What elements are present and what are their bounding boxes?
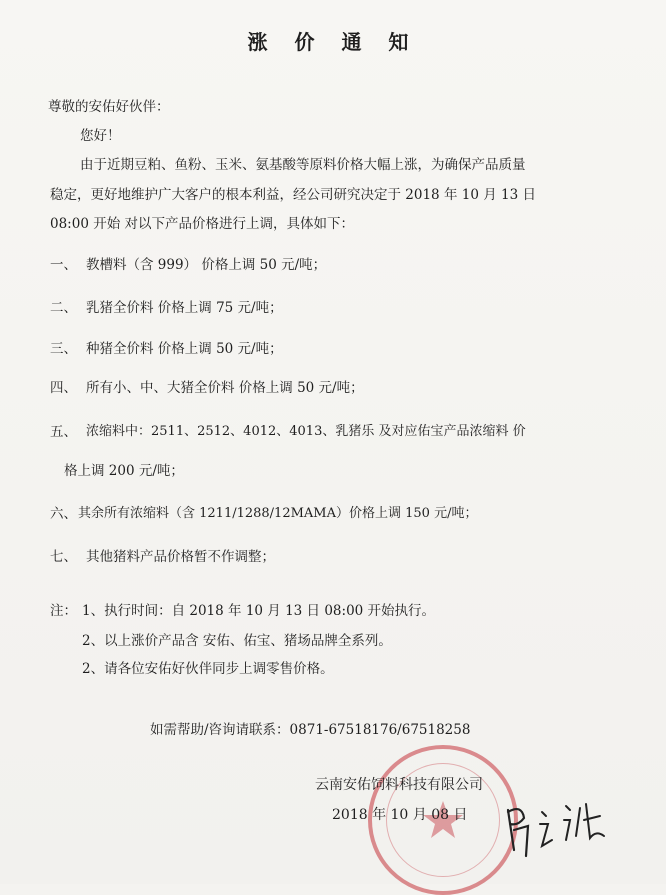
item-text: 其余所有浓缩料（含 1211/1288/12MAMA）价格上调 150 元/吨； xyxy=(78,506,478,521)
greeting: 您好！ xyxy=(80,128,121,144)
company-name: 云南安佑饲料科技有限公司 xyxy=(315,777,483,793)
item-text: 教槽料（含 999） 价格上调 50 元/吨； xyxy=(86,257,327,273)
contact-info: 如需帮助/咨询请联系：0871-67518176/67518258 xyxy=(150,722,471,738)
note-line: 2、请各位安佑好伙伴同步上调零售价格。 xyxy=(82,661,334,677)
page-title: 涨 价 通 知 xyxy=(247,30,419,54)
note-line: 1、执行时间：自 2018 年 10 月 13 日 08:00 开始执行。 xyxy=(82,603,436,619)
note-line: 2、以上涨价产品含 安佑、佑宝、猪场品牌全系列。 xyxy=(82,633,392,649)
item-text: 其他猪料产品价格暂不作调整； xyxy=(86,549,275,565)
item-number: 四、 xyxy=(50,380,77,396)
salutation: 尊敬的安佑好伙伴： xyxy=(48,99,170,115)
signature xyxy=(500,790,610,860)
item-text: 乳猪全价料 价格上调 75 元/吨； xyxy=(86,300,283,316)
item-number: 五、 xyxy=(50,424,77,440)
intro-line: 由于近期豆粕、鱼粉、玉米、氨基酸等原料价格大幅上涨，为确保产品质量 xyxy=(80,157,526,173)
item-number: 一、 xyxy=(50,257,77,273)
item-number: 七、 xyxy=(50,549,77,565)
notes-label: 注： xyxy=(50,603,77,619)
intro-line: 08:00 开始 对以下产品价格进行上调，具体如下： xyxy=(50,216,354,232)
issue-date: 2018 年 10 月 08 日 xyxy=(332,807,468,823)
item-number: 二、 xyxy=(50,300,77,316)
item-number: 六、 xyxy=(50,506,77,522)
item-number: 三、 xyxy=(50,341,77,357)
item-text: 种猪全价料 价格上调 50 元/吨； xyxy=(86,341,283,357)
intro-line: 稳定，更好地维护广大客户的根本利益，经公司研究决定于 2018 年 10 月 13 日 xyxy=(50,187,536,203)
item-text: 浓缩料中：2511、2512、4012、4013、乳猪乐 及对应佑宝产品浓缩料 价 xyxy=(86,424,526,439)
item-text: 所有小、中、大猪全价料 价格上调 50 元/吨； xyxy=(86,380,364,396)
item-text: 格上调 200 元/吨； xyxy=(64,463,184,479)
